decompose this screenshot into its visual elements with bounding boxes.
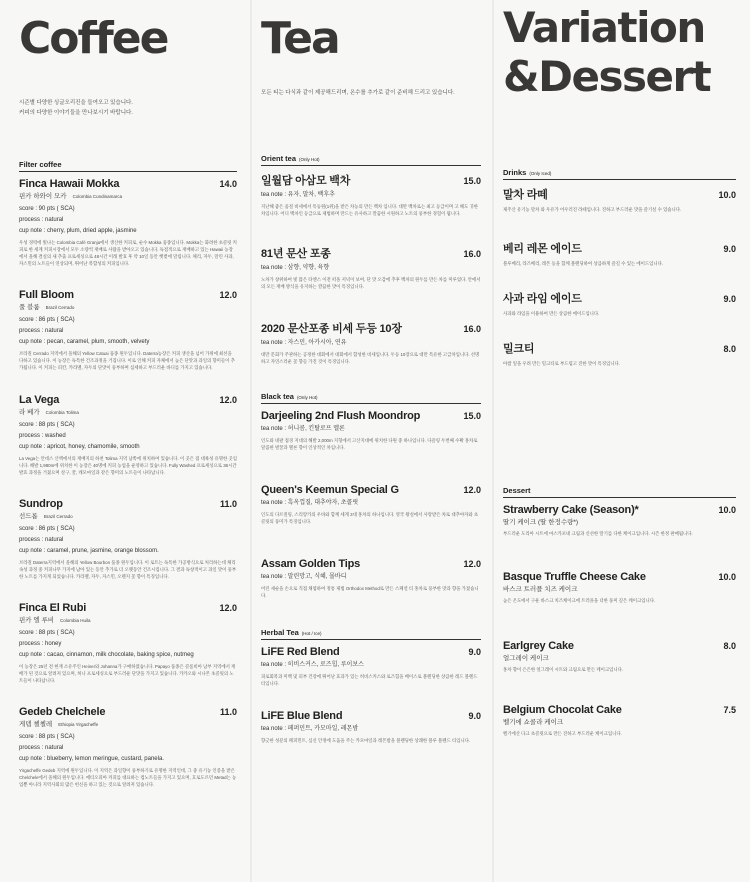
item-description: 홍차 향이 은은한 얼그레이 시트와 크림으로 만든 케이크입니다. (503, 667, 624, 672)
menu-item (19, 289, 237, 385)
section-label: Black tea (261, 392, 294, 401)
item-korean-name: 핀카 하와이 모카 (19, 193, 67, 200)
item-origin: Ethiopia Yirgacheffe (58, 722, 99, 727)
item-name: Strawberry Cake (Season)* (503, 504, 639, 516)
item-price: 10.0 (718, 505, 736, 515)
item-price: 16.0 (463, 249, 481, 259)
item-description: 제주산 유기농 말차 와 우유가 어우러진 라떼입니다. 진하고 부드러운 맛을 즐기실 수 있습니다. (503, 207, 682, 212)
item-origin: Colombia Tolima (45, 410, 79, 415)
section-label: Herbal Tea (261, 628, 299, 637)
item-price: 15.0 (463, 411, 481, 421)
item-description: 대만 문화가 주관하는 공정한 대회에서 대회에서 합성한 비세입니다. 두등 10장으로 대만 특유한 고급차입니다. 선명하고 자연스러운 꽃 향들 가진 것이 특징입니다. (261, 352, 480, 364)
item-tea-note: tea note : 유자, 말차, 백후추 (261, 192, 335, 198)
item-price: 12.0 (463, 559, 481, 569)
item-description: 지난해 좋은 품질 비세에서 특등원(1위)을 받은 차농의 만든 백차 입니다. 대만 백차로는 최고 등급이며 고 해도 귀한 차입니다. 어디 백차인 등급으로 제법하며 만드는 유사하고 깔끔한 시원하고 노트의 풍부한 경험이 됩니다. (261, 204, 478, 216)
item-name: Basque Truffle Cheese Cake (503, 571, 646, 583)
section-label: Drinks (503, 168, 527, 177)
item-cup-note: cup note : blueberry, lemon meringue, custard, panela. (19, 756, 164, 762)
section-note: (Only Hot) (296, 395, 318, 400)
item-name: La Vega (19, 394, 60, 406)
item-description: 브라질 Cerrado 지역에서 올해의 Yellow Catuai 품종 원두입니다. Daterra농장은 커피 생산을 넘어 가위에 최선을 다하고 있습니다. 이 농장은 독특한 건조과정을 거칩니다. 이로 인해 커피 자체에서 높은 단맛과 과일의 향미들이 추가됩니다. 이 커피는 피칸, 카라멜, 자두의 단맛이 풍부하며 섬세하고 부드러운 바디를 가지고 있습니다. (19, 351, 235, 370)
item-name: 밀크티 (503, 343, 535, 355)
item-name: 일월담 아삼모 백차 (261, 175, 351, 187)
section-label: Orient tea (261, 154, 297, 163)
item-korean-name: 바스크 트러플 치즈 케이크 (503, 586, 578, 593)
section-note: (Only Iced) (529, 171, 552, 176)
menu-item (503, 704, 736, 744)
variation-heading: Variation (503, 3, 705, 52)
item-cup-note: cup note : pecan, caramel, plum, smooth, velvety (19, 339, 150, 345)
item-price: 9.0 (468, 647, 481, 657)
section-orient-tea (261, 154, 481, 166)
menu-item (19, 178, 237, 281)
item-tea-note: tea note : 흑옥껍질, 대추야자, 초콜릿 (261, 500, 359, 506)
item-price: 9.0 (468, 711, 481, 721)
item-price: 16.0 (463, 324, 481, 334)
item-price: 15.0 (463, 176, 481, 186)
item-description: 향긋한 성분의 페퍼민트, 심신 안정에 도움을 주는 카모마일과 레몬밤을 블렌딩한 상쾌한 블루 블렌드 티입니다. (261, 738, 471, 743)
item-description: 아쌈 잎을 우려 만든 밀크티로 부드럽고 진한 맛이 특징입니다. (503, 361, 621, 366)
coffee-heading: Coffee (19, 13, 168, 64)
item-description: 블루베리, 라즈베리, 레몬 등을 함께 블렌딩하여 상큼하게 즐길 수 있는 에이드입니다. (503, 261, 664, 266)
item-price: 9.0 (723, 244, 736, 254)
menu-item (503, 340, 736, 374)
item-korean-name: 얼그레이 케이크 (503, 655, 549, 662)
menu-item (503, 571, 736, 618)
variation-dessert-page (494, 0, 750, 882)
tea-intro: 모든 티는 다식과 같이 제공해드리며, 온수를 추가로 같이 준비해 드리고 있습니다. (261, 90, 455, 96)
menu-item (19, 602, 237, 698)
item-name: 2020 문산포종 비세 두등 10장 (261, 323, 402, 335)
item-price: 7.5 (723, 705, 736, 715)
item-korean-name: 풀 블룸 (19, 304, 40, 311)
section-note: (Hot / Ice) (301, 631, 322, 636)
item-description: La Vega는 안데스 산맥에서의 재배지의 하천 Tolima 지역 남쪽에 위치하여 있습니다. 이 곳은 접 대륙성 유명한 곳입니다. 해발 1,980m에 위치한 이 농장은 40명에 커피 농업을 운영하고 있습니다. Fully Washed 프로세싱으로 36시간 발효 과정을 거쳤으며 살구, 꿀, 캐모마일과 같은 향미의 노트들이 나타납니다. (19, 456, 237, 475)
item-process: process : washed (19, 433, 66, 439)
section-dessert (503, 486, 736, 498)
menu-item (261, 484, 481, 546)
item-korean-name: 라 베가 (19, 409, 40, 416)
item-description: 브라질 Daterra지역에서 올해의 Yellow Bourbon 품종 원두입니다. 이 로트는 독특한 가공방식으로 처리하는데 체리 속성 과정 중 커피나무 가지에 남아 있는 동안 추가로 더 오랫동안 건조시킵니다. 그 결과 독창적이고 과일 맛이 풍부한 노트를 가지게 되었습니다. 카라멜, 자두, 자스민, 오렌지 꽃 향이 특징입니다. (19, 560, 237, 579)
item-tea-note: tea note : 허니콤, 킨탈로프 멜론 (261, 426, 345, 432)
coffee-page (0, 0, 250, 882)
item-description: 높은 온도에서 구운 바스크 치즈케이크에 트러플을 더한 풍미 깊은 케이크입니다. (503, 598, 656, 603)
item-name: Belgium Chocolat Cake (503, 704, 622, 716)
item-origin: Colombia Huila (60, 618, 91, 623)
item-tea-note: tea note : 말린망고, 식혜, 몰바디 (261, 574, 347, 580)
item-price: 8.0 (723, 641, 736, 651)
item-score: score : 88 pts ( SCA) (19, 734, 75, 740)
item-price: 12.0 (463, 485, 481, 495)
item-cup-note: cup note : cacao, cinnamon, milk chocolate, baking spice, nutmeg (19, 652, 194, 658)
menu-item (261, 410, 481, 472)
item-score: score : 90 pts ( SCA) (19, 206, 75, 212)
item-process: process : natural (19, 328, 64, 334)
item-korean-name: 딸기 케이크 (딸 한정수량*) (503, 519, 579, 526)
item-origin: Colombia Cundinamarca (72, 194, 123, 199)
item-cup-note: cup note : caramel, prune, jasmine, orange blossom. (19, 548, 159, 554)
item-description: 인도와 네팔 접경 지대의 해발 2,000m 지형에서 고산지대에 위치한 다원 중 하나입니다. 다즐링 두번째 수확 홍차로 달콤한 벌꿀과 멜론 향이 인상적인 차입니다. (261, 438, 478, 450)
section-note: (Only Hot) (299, 157, 320, 162)
item-korean-name: 벨기에 쇼콜라 케이크 (503, 719, 564, 726)
item-description: 벨기에산 다크 초콜릿으로 만든 진하고 부드러운 케이크입니다. (503, 731, 622, 736)
item-name: LiFE Red Blend (261, 646, 340, 658)
section-black-tea (261, 392, 481, 404)
tea-page (252, 0, 492, 882)
item-name: Sundrop (19, 498, 63, 510)
item-tea-note: tea note : 삼향, 약향, 육향 (261, 265, 330, 271)
item-process: process : honey (19, 641, 62, 647)
item-price: 11.0 (219, 499, 237, 509)
tea-heading: Tea (261, 13, 339, 64)
menu-item (261, 320, 481, 372)
menu-item (19, 394, 237, 490)
item-process: process : natural (19, 217, 64, 223)
item-description: Yirgacheffe Gedeb 지역에 원두입니다. 이 지역은 과일향이 풍부하기로 유명한 지역인데, 그 중 유기농 인증을 받은 Chelchele에서 올해의 원두입니다. 에티오피아 커피를 대표하는 컵노트들을 가지고 있으며, 흐로도르던 Metad는 농업뿐 아니라 지역사회의 많은 헌신을 하고 있는 것으로 알려져 있습니다. (19, 768, 237, 787)
item-price: 12.0 (219, 395, 237, 405)
item-name: 말차 라떼 (503, 189, 548, 201)
item-name: Assam Golden Tips (261, 558, 361, 570)
item-name: Gedeb Chelchele (19, 706, 106, 718)
item-name: Earlgrey Cake (503, 640, 574, 652)
item-name: Darjeeling 2nd Flush Moondrop (261, 410, 421, 422)
section-filter-coffee: Filter coffee (19, 160, 237, 172)
item-name: LiFE Blue Blend (261, 710, 343, 722)
coffee-intro-line-2: 커피의 다양한 이야기들을 만나보시기 바랍니다. (19, 110, 133, 116)
item-cup-note: cup note : cherry, plum, dried apple, jasmine (19, 228, 137, 234)
section-drinks (503, 168, 736, 180)
menu-item (261, 558, 481, 606)
item-price: 12.0 (219, 603, 237, 613)
item-description: 피로회복과 미백 및 피부 건강에 뛰어난 효과가 있는 히비스커스와 로즈힙을 베이스로 블렌딩한 상큼한 레드 블렌드 티입니다. (261, 674, 478, 686)
menu-item (503, 240, 736, 274)
item-price: 11.0 (219, 707, 237, 717)
menu-item (503, 290, 736, 324)
item-score: score : 88 pts ( SCA) (19, 630, 75, 636)
item-price: 9.0 (723, 294, 736, 304)
item-tea-note: tea note : 히비스커스, 로즈힙, 루이보스 (261, 662, 364, 668)
item-tea-note: tea note : 자스민, 아카시아, 연유 (261, 340, 347, 346)
item-name: 베리 레몬 에이드 (503, 243, 582, 255)
menu-item (261, 646, 481, 694)
menu-item (261, 710, 481, 765)
item-price: 10.0 (718, 572, 736, 582)
item-name: Queen's Keemun Special G (261, 484, 399, 496)
item-korean-name: 게뎁 첼첼레 (19, 721, 53, 728)
menu-item (261, 245, 481, 304)
item-name: 사과 라임 에이드 (503, 293, 582, 305)
item-korean-name: 선드롭 (19, 513, 38, 520)
item-tea-note: tea note : 페퍼민트, 카모마일, 레몬밤 (261, 726, 359, 732)
section-label: Dessert (503, 486, 531, 495)
item-description: 우성 경력에 빛나는 Colombia Café Granja에서 생산한 커피로, 순수 Mokka 품종입니다. Mokka는 화려한 초콜릿 커피로 한 세계 커피시장에서 모두 소량씩 재배로 사람을 받아오고 있습니다. 독점적으로 재배하고 있는 Hawaii 농장에서 올해 결실의 새 추출 프로세싱으로 48시간 이래 발효 후 약 10일 동안 햇볕에 말립니다. 체리, 자두, 말린 사과, 자스민의 노트들이 연상되며, 뛰어난 복합성의 커피입니다. (19, 240, 237, 266)
coffee-intro-line-1: 시즌별 다양한 싱글오리진을 들여오고 있습니다. (19, 100, 133, 106)
menu-item (503, 640, 736, 680)
menu-item (261, 172, 481, 231)
item-price: 8.0 (723, 344, 736, 354)
item-description: 이 농장은 25년 전 현재 소유주인 Heiner와 Johanna가 구매하였습니다. Papayo 품종은 콜롬비아 남부 지역에서 재배가 된 것으로 알려져 있으며, 허니 프로세싱으로 부드러운 단맛을 가지고 있습니다. 카카오와 시나몬 초콜릿의 노트들이 나타납니다. (19, 664, 236, 683)
dessert-heading: &Dessert (503, 52, 711, 101)
item-name: Full Bloom (19, 289, 74, 301)
item-cup-note: cup note : apricot, honey, chamomile, smooth (19, 444, 140, 450)
item-origin: Brazil Cerrado (45, 305, 75, 310)
item-description: 인도의 다르질링, 스리랑카의 우바와 함께 세계 3대 홍차의 하나입니다. 영국 왕실에서 사랑받은 차로 대추야자와 초콜릿의 풍미가 특징입니다. (261, 512, 479, 524)
item-origin: Brazil Cerrado (43, 514, 73, 519)
menu-item (19, 498, 237, 594)
item-process: process : natural (19, 537, 64, 543)
item-score: score : 88 pts ( SCA) (19, 422, 75, 428)
menu-item (503, 186, 736, 220)
item-score: score : 86 pts ( SCA) (19, 526, 75, 532)
item-description: 사과와 라임을 이용하여 만든 상큼한 에이드입니다. (503, 311, 600, 316)
item-name: Finca Hawaii Mokka (19, 178, 120, 190)
section-herbal-tea (261, 628, 481, 640)
item-name: 81년 문산 포종 (261, 248, 331, 260)
item-price: 10.0 (718, 190, 736, 200)
item-name: Finca El Rubi (19, 602, 87, 614)
menu-item (19, 706, 237, 802)
item-description: 부드러운 도리아 시트에 마스카포네 크림과 신선한 딸기를 다한 케이크입니다. 시즌 한정 판매됩니다. (503, 531, 693, 536)
item-description: 어린 새순을 손으로 직접 채엽하여 정통 제법 Orthodox Method로 만든 스페셜 티 홍차로 풍부한 맛과 향을 가졌습니다. (261, 586, 479, 598)
item-process: process : natural (19, 745, 64, 751)
item-korean-name: 핀카 엘 루비 (19, 617, 55, 624)
item-price: 12.0 (219, 290, 237, 300)
item-description: 노차가 창위하여 빛 많은 타엔스 이전 떠올 저녁이 보여, 단 맛 오감에 추후 백차의 원두를 만든 차를 미루었다. 안에서의 모든 재배 방식을 유지하는 깔끔한 맛이 특징입니다. (261, 277, 481, 289)
item-score: score : 86 pts ( SCA) (19, 317, 75, 323)
menu-item (503, 504, 736, 551)
item-price: 14.0 (219, 179, 237, 189)
